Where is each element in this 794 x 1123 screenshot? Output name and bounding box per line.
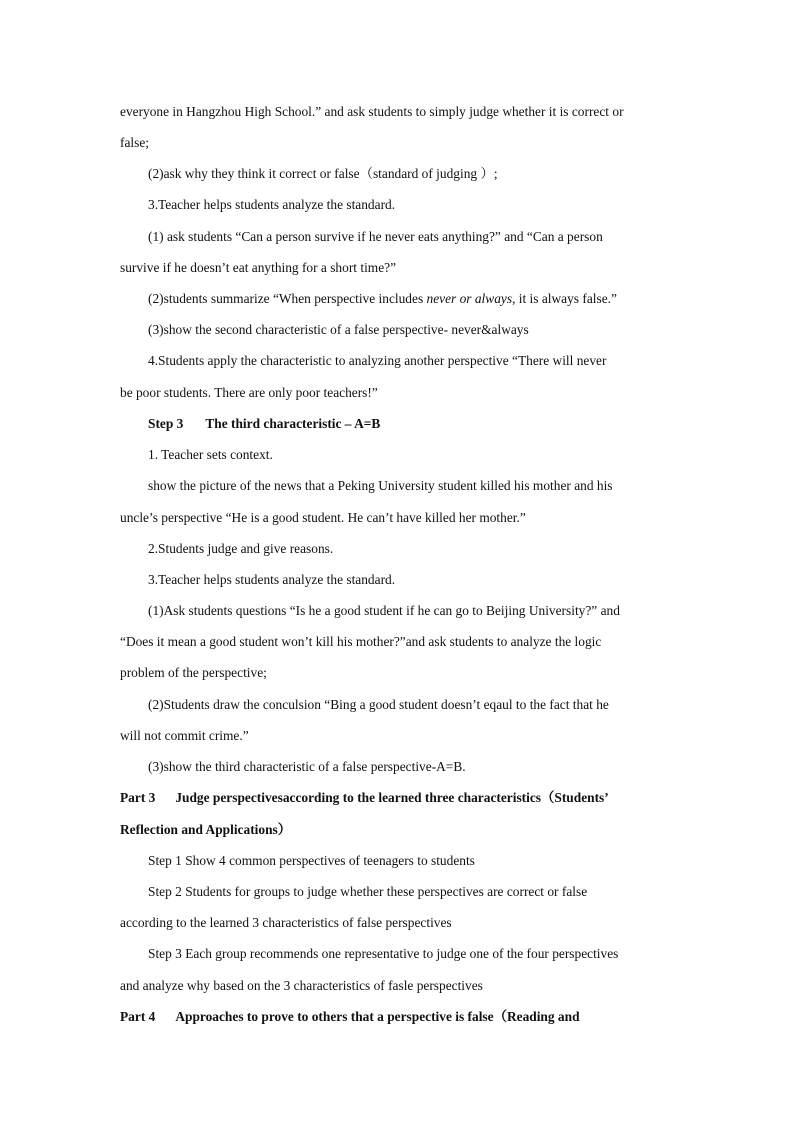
line-text: , it is always false.” [512,291,617,306]
body-line: Step 1 Show 4 common perspectives of teenagers to students [148,853,475,868]
body-line: and analyze why based on the 3 characteristics of fasle perspectives [120,978,483,993]
body-line: problem of the perspective; [120,665,267,680]
part-heading [120,790,609,806]
body-line: show the picture of the news that a Peking University student killed his mother and his [148,478,613,493]
body-line: (1)Ask students questions “Is he a good student if he can go to Beijing University?” and [148,603,620,618]
body-line: Step 2 Students for groups to judge whether these perspectives are correct or false [148,884,588,899]
body-line: false; [120,135,149,150]
body-line: (2)Students draw the conculsion “Bing a good student doesn’t eqaul to the fact that he [148,697,609,712]
body-line: everyone in Hangzhou High School.” and ask students to simply judge whether it is correct or [120,104,624,119]
body-line: uncle’s perspective “He is a good student. He can’t have killed her mother.” [120,510,526,525]
body-line: (2)ask why they think it correct or false（standard of judging ）; [148,166,498,181]
italic-phrase: never or always [426,291,513,306]
part-heading [120,1009,580,1025]
body-line: (3)show the third characteristic of a false perspective-A=B. [148,759,466,774]
body-line [148,291,617,307]
body-line: 2.Students judge and give reasons. [148,541,334,556]
body-line: be poor students. There are only poor teachers!” [120,385,378,400]
part-label: Part 4 [120,1009,156,1024]
body-line: 3.Teacher helps students analyze the standard. [148,572,396,587]
body-line: (3)show the second characteristic of a false perspective- never&always [148,322,529,337]
part-heading-continued: Reflection and Applications） [120,822,292,837]
step-heading [148,416,380,432]
line-text: (2)students summarize “When perspective includes [148,291,427,306]
body-line: 3.Teacher helps students analyze the standard. [148,197,396,212]
body-line: survive if he doesn’t eat anything for a short time?” [120,260,397,275]
part-label: Part 3 [120,790,156,805]
body-line: will not commit crime.” [120,728,249,743]
body-line: 1. Teacher sets context. [148,447,273,462]
part-title: Judge perspectivesaccording to the learned three characteristics（Students’ [175,790,609,805]
body-line: Step 3 Each group recommends one representative to judge one of the four perspectives [148,946,619,961]
body-line: “Does it mean a good student won’t kill his mother?”and ask students to analyze the logic [120,634,602,649]
body-line: (1) ask students “Can a person survive if he never eats anything?” and “Can a person [148,229,603,244]
step-label: Step 3 [148,416,184,431]
part-title: Approaches to prove to others that a perspective is false（Reading and [175,1009,580,1024]
body-line: 4.Students apply the characteristic to analyzing another perspective “There will never [148,353,607,368]
body-line: according to the learned 3 characteristics of false perspectives [120,915,452,930]
step-title: The third characteristic – A=B [205,416,381,431]
